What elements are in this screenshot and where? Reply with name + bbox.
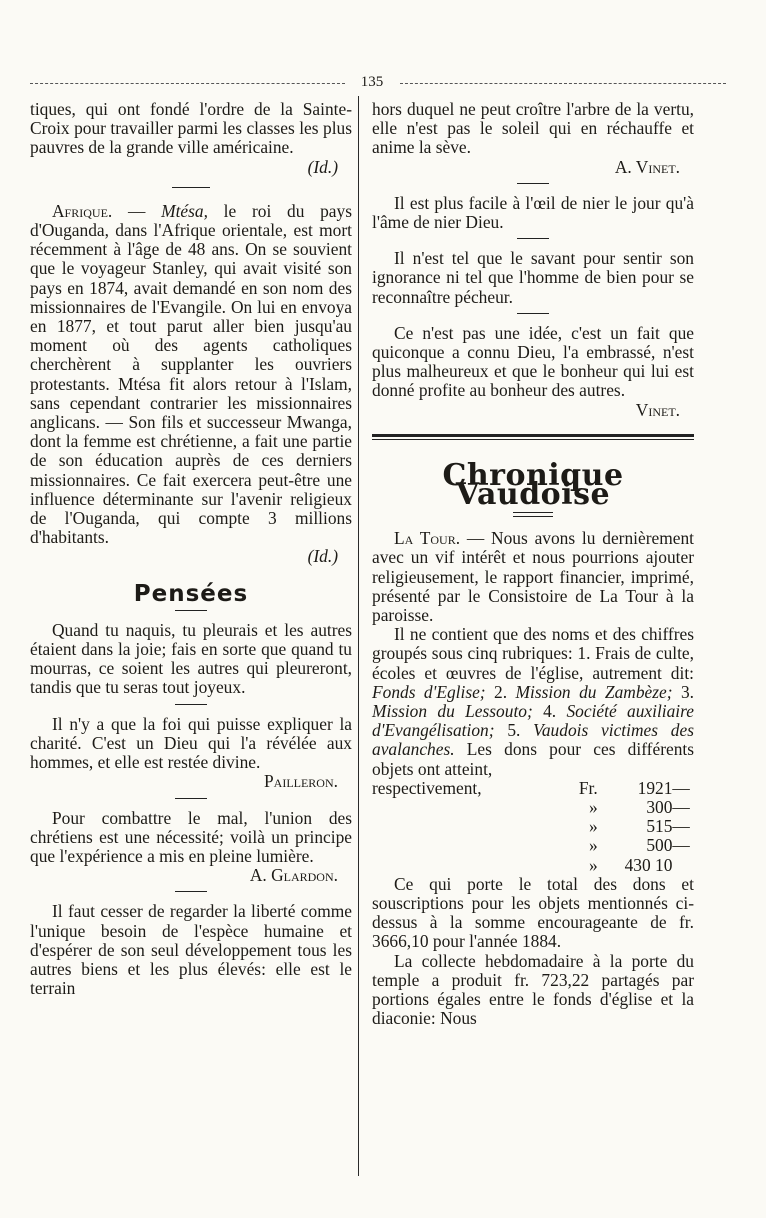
separator bbox=[175, 704, 207, 705]
thought-6: Il n'est tel que le savant pour sentir son ignorance ni tel que l'homme de bien pour se reconnaître pécheur. bbox=[372, 248, 694, 307]
separator bbox=[175, 891, 207, 892]
section-heading-chronique: Chronique Vaudoise bbox=[442, 457, 624, 513]
chronique-la-tour: La Tour. — Nous avons lu dernièrement avec un vif intérêt et nous pourrions ajouter religieusement, le rapport financier, imprimé, présenté par le Consistoire de La Tour à la paroisse. bbox=[372, 528, 694, 626]
thought-4-author: A. Vinet. bbox=[614, 156, 680, 177]
thought-3: Pour combattre le mal, l'union des chrétiens est une nécessité; voilà un principe que l'expérience a mis en pleine lumière. bbox=[30, 807, 352, 866]
thought-7-author: Vinet. bbox=[635, 399, 680, 420]
amount-row: » 500 — bbox=[589, 835, 690, 856]
separator bbox=[517, 183, 549, 184]
amounts-list bbox=[372, 779, 694, 875]
header-rule-right bbox=[400, 83, 726, 84]
amount-row: » 430 10 bbox=[589, 854, 673, 875]
thought-4-continuation: hors duquel ne peut croître l'arbre de la vertu, elle n'est pas le soleil qui en réchauffe et anime la sève. bbox=[372, 99, 694, 158]
right-column bbox=[372, 100, 694, 1028]
left-column bbox=[30, 100, 352, 998]
amount-row: » 515 — bbox=[589, 816, 690, 837]
header-rule-left bbox=[30, 83, 345, 84]
column-divider bbox=[358, 96, 359, 1176]
double-separator bbox=[513, 512, 553, 517]
separator bbox=[517, 313, 549, 314]
section-heading-pensees: Pensées bbox=[133, 580, 249, 607]
separator bbox=[172, 187, 210, 188]
thought-1: Quand tu naquis, tu pleurais et les autres étaient dans la joie; fais en sorte que quand tu mourras, ce soient les autres qui pleureront, tandis que tu seras tout joyeux. bbox=[30, 619, 352, 698]
chronique-collecte: La collecte hebdomadaire à la porte du temple a produit fr. 723,22 partagés par portions égales entre le fonds d'église et la diaconie: Nous bbox=[372, 950, 694, 1029]
thought-5: Il est plus facile à l'œil de nier le jour qu'à l'âme de nier Dieu. bbox=[372, 192, 694, 233]
separator bbox=[175, 798, 207, 799]
page-number: 135 bbox=[360, 74, 384, 90]
section-rule bbox=[372, 434, 694, 440]
thought-7: Ce n'est pas une idée, c'est un fait que quiconque a connu Dieu, l'a embrassé, n'est plus malheureux et que le bonheur qui lui est donné profite au bonheur des autres. bbox=[372, 322, 694, 401]
amount-row: respectivement, Fr. 1921 — bbox=[372, 777, 690, 798]
thought-2-author: Pailleron. bbox=[263, 771, 338, 792]
news-afrique: Afrique. — Mtésa, le roi du pays d'Ouganda, dans l'Afrique orientale, est mort récemment à l'âge de 48 ans. On se souvient que le voyageur Stanley, qui avait visité son pays en 1874, avait demandé en son nom des missionnaires de l'Evangile. On lui en envoya en 1877, et tout parut aller bien jusqu'au moment où des agents catholiques cherchèrent à supplanter les ouvriers protestants. Mtésa fit alors retour à l'Islam, sans cependant contrarier les missionnaires anglicans. — Son fils et successeur Mwanga, dont la femme est chrétienne, a fait une partie de son éducation auprès de ces derniers missionnaires. Ce fait exercera peut-être une influence déterminante sur l'avenir religieux de l'Ouganda, qui compte 3 millions d'habitants. bbox=[30, 200, 352, 548]
amount-row: » 300 — bbox=[589, 797, 690, 818]
news-credit-1: (Id.) bbox=[307, 156, 338, 177]
page-header bbox=[30, 74, 726, 94]
news-credit-2: (Id.) bbox=[307, 546, 338, 567]
chronique-rubriques: Il ne contient que des noms et des chiffres groupés sous cinq rubriques: 1. Frais de culte, écoles et œuvres de l'église, autrement dit: Fonds d'Eglise; 2. Mission du Zambèze; 3. Mission du Lessouto; 4. Société auxiliaire d'Evangélisation; 5. Vaudois victimes des avalanches. Les dons pour ces différents objets ont atteint, bbox=[372, 624, 695, 779]
thought-2: Il n'y a que la foi qui puisse expliquer la charité. C'est un Dieu qui l'a révélée aux hommes, et elle est restée divine. bbox=[30, 713, 352, 773]
thought-4: Il faut cesser de regarder la liberté comme l'unique besoin de l'espèce humaine et d'espérer de son seul développement tous les autres biens et les plus élevés: elle est le terrain bbox=[30, 901, 352, 999]
news-continuation: tiques, qui ont fondé l'ordre de la Sainte-Croix pour travailler parmi les classes les plus pauvres de la grande ville américaine. bbox=[30, 99, 352, 158]
separator bbox=[175, 610, 207, 611]
separator bbox=[517, 238, 549, 239]
thought-3-author: A. Glardon. bbox=[249, 865, 338, 886]
chronique-total: Ce qui porte le total des dons et souscriptions pour les objets mentionnés ci-dessus à la somme encourageante de fr. 3666,10 pour l'année 1884. bbox=[372, 873, 694, 952]
